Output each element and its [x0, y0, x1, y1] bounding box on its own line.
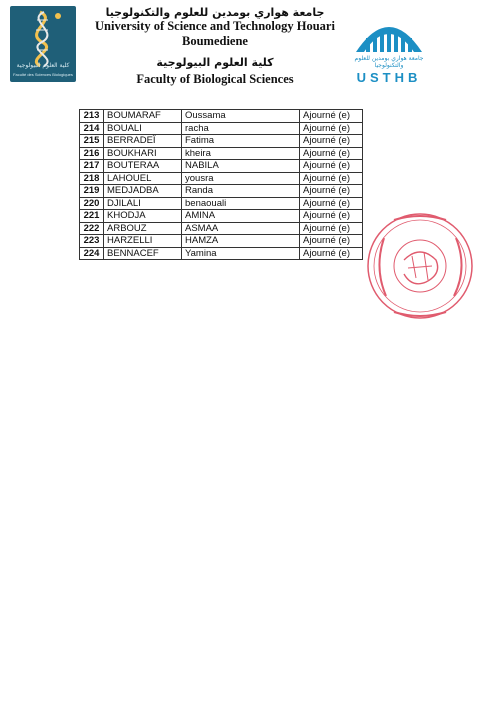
first-name-cell: Yamina	[182, 247, 300, 260]
result-cell: Ajourné (e)	[300, 247, 363, 260]
last-name-cell: DJILALI	[104, 197, 182, 210]
usthb-acronym: USTHB	[356, 70, 422, 85]
table-row	[80, 110, 363, 123]
arabic-university-title: جامعة هواري بومدين للعلوم والتكنولوجيا	[105, 6, 325, 19]
arabic-faculty-title: كلية العلوم البيولوجية	[156, 56, 274, 69]
table-row	[80, 247, 363, 260]
faculty-title: Faculty of Biological Sciences	[136, 72, 294, 86]
dna-helix-icon	[10, 6, 76, 82]
result-cell: Ajourné (e)	[300, 222, 363, 235]
table-row	[80, 185, 363, 198]
result-cell: Ajourné (e)	[300, 122, 363, 135]
table-row	[80, 122, 363, 135]
first-name-cell: NABILA	[182, 160, 300, 173]
table-row	[80, 135, 363, 148]
last-name-cell: ARBOUZ	[104, 222, 182, 235]
row-number: 223	[80, 235, 104, 248]
faculty-logo	[10, 6, 76, 82]
last-name-cell: BOUTERAA	[104, 160, 182, 173]
last-name-cell: KHODJA	[104, 210, 182, 223]
result-cell: Ajourné (e)	[300, 197, 363, 210]
result-cell: Ajourné (e)	[300, 185, 363, 198]
row-number: 219	[80, 185, 104, 198]
table-row	[80, 210, 363, 223]
result-cell: Ajourné (e)	[300, 210, 363, 223]
university-emblem-icon	[350, 8, 428, 56]
row-number: 220	[80, 197, 104, 210]
first-name-cell: yousra	[182, 172, 300, 185]
table-row	[80, 222, 363, 235]
usthb-arabic-text: جامعة هواري بومدين للعلوم والتكنولوجيا	[354, 55, 424, 69]
first-name-cell: Randa	[182, 185, 300, 198]
result-cell: Ajourné (e)	[300, 110, 363, 123]
row-number: 221	[80, 210, 104, 223]
first-name-cell: racha	[182, 122, 300, 135]
first-name-cell: HAMZA	[182, 235, 300, 248]
last-name-cell: BOUALI	[104, 122, 182, 135]
row-number: 213	[80, 110, 104, 123]
results-table-body	[80, 110, 363, 260]
first-name-cell: benaouali	[182, 197, 300, 210]
official-stamp	[364, 208, 476, 326]
last-name-cell: BOUMARAF	[104, 110, 182, 123]
logo-arabic-text: كلية العلوم البيولوجية	[16, 62, 70, 69]
table-row	[80, 197, 363, 210]
table-row	[80, 147, 363, 160]
result-cell: Ajourné (e)	[300, 160, 363, 173]
results-table	[79, 109, 363, 260]
first-name-cell: ASMAA	[182, 222, 300, 235]
logo-french-text: Faculté des Sciences Biologiques	[13, 72, 73, 77]
last-name-cell: MEDJADBA	[104, 185, 182, 198]
first-name-cell: Oussama	[182, 110, 300, 123]
last-name-cell: BERRADEÏ	[104, 135, 182, 148]
usthb-logo	[350, 8, 428, 84]
result-cell: Ajourné (e)	[300, 172, 363, 185]
row-number: 217	[80, 160, 104, 173]
first-name-cell: AMINA	[182, 210, 300, 223]
table-row	[80, 160, 363, 173]
result-cell: Ajourné (e)	[300, 135, 363, 148]
stamp-seal-icon	[364, 208, 476, 326]
row-number: 214	[80, 122, 104, 135]
row-number: 224	[80, 247, 104, 260]
first-name-cell: kheira	[182, 147, 300, 160]
last-name-cell: HARZELLI	[104, 235, 182, 248]
result-cell: Ajourné (e)	[300, 147, 363, 160]
last-name-cell: BOUKHARI	[104, 147, 182, 160]
last-name-cell: BENNACEF	[104, 247, 182, 260]
row-number: 215	[80, 135, 104, 148]
table-row	[80, 235, 363, 248]
last-name-cell: LAHOUEL	[104, 172, 182, 185]
university-title-line1: University of Science and Technology Houari	[95, 19, 335, 33]
row-number: 216	[80, 147, 104, 160]
result-cell: Ajourné (e)	[300, 235, 363, 248]
first-name-cell: Fatima	[182, 135, 300, 148]
row-number: 218	[80, 172, 104, 185]
page-header	[90, 6, 340, 87]
row-number: 222	[80, 222, 104, 235]
university-title-line2: Boumediene	[182, 34, 248, 48]
table-row	[80, 172, 363, 185]
